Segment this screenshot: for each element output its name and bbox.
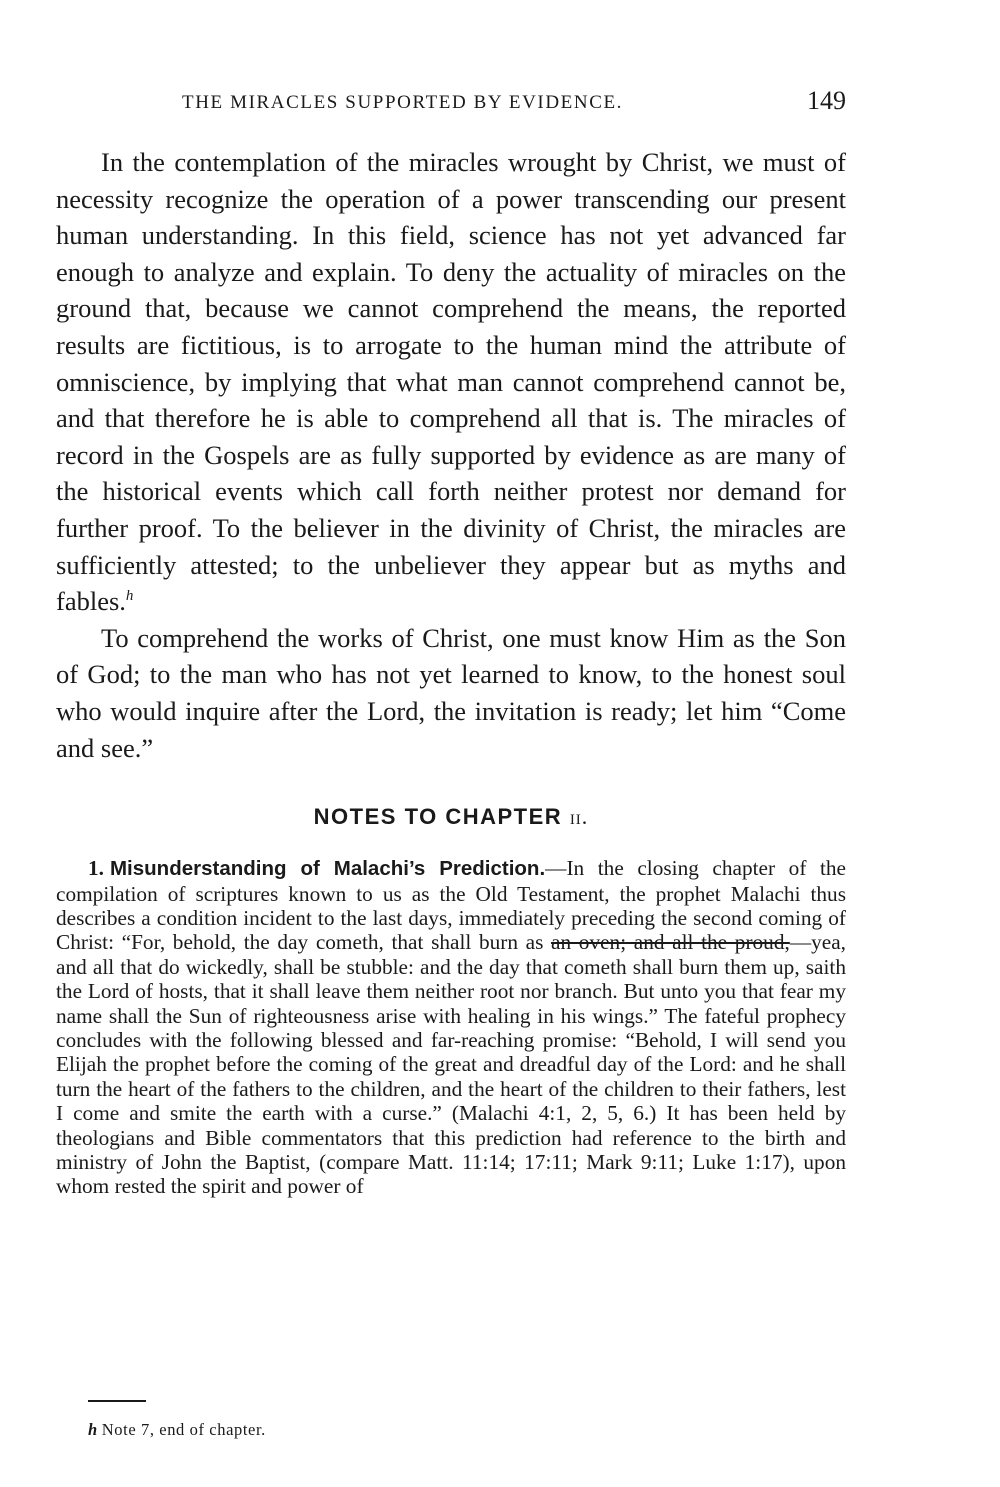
running-head-title: THE MIRACLES SUPPORTED BY EVIDENCE. — [182, 92, 624, 113]
running-head — [56, 88, 846, 122]
footnote-reference: h — [125, 588, 134, 605]
notes-heading-main: NOTES TO CHAPTER — [313, 804, 563, 830]
paragraph-text: To comprehend the works of Christ, one must know Him as the Son of God; to the man who has not yet learned to know, to the honest soul who would inquire after the Lord, the invitation is ready; let him “Come and see.” — [56, 622, 846, 763]
notes-heading — [56, 804, 846, 830]
footnote-text: Note 7, end of chapter. — [101, 1420, 266, 1439]
paragraph — [56, 144, 846, 620]
note-number: 1. — [88, 856, 104, 881]
footnote — [88, 1420, 266, 1440]
note-text-continued: —yea, and all that do wickedly, shall be stubble: and the day that cometh shall burn them up, saith the Lord of hosts, that it shall leave them neither root nor branch. But unto you that fear my name shall the Sun of righteousness arise with healing in his wings.” The fateful prophecy concludes with the following blessed and far-reaching promise: “Behold, I will send you Elijah the prophet before the coming of the great and dreadful day of the Lord: and he shall turn the heart of the fathers to the children, and the heart of the children to their fathers, lest I come and smite the earth with a curse.” (Malachi 4:1, 2, 5, 6.) It has been held by theologians and Bible commentators that this prediction had reference to the birth and ministry of John the Baptist, (compare Matt. 11:14; 17:11; Mark 9:11; Luke 1:17), upon whom rested the spirit and power of — [56, 930, 846, 1199]
note-struck-text: an oven; and all the proud, — [551, 930, 790, 955]
note-item — [56, 856, 846, 1199]
book-page — [56, 88, 846, 1199]
paragraph — [56, 620, 846, 766]
notes-heading-numeral: ii. — [569, 804, 589, 830]
paragraph-text: In the contemplation of the miracles wrought by Christ, we must of necessity recognize the operation of a power transcending our present human understanding. In this field, science has not yet advanced far enough to analyze and explain. To deny the actuality of miracles on the ground that, because we cannot comprehend the means, the reported results are fictitious, is to arrogate to the human mind the attribute of omniscience, by implying that what man cannot comprehend cannot be, and that therefore he is able to comprehend all that is. The miracles of record in the Gospels are as fully supported by evidence as are many of the historical events which call forth neither protest nor demand for further proof. To the believer in the divinity of Christ, the miracles are sufficiently attested; to the unbeliever they appear but as myths and fables. — [56, 147, 846, 617]
footnote-rule — [88, 1400, 146, 1402]
footnote-mark: h — [88, 1420, 98, 1439]
page-number: 149 — [807, 86, 846, 115]
main-text — [56, 144, 846, 766]
note-heading: Misunderstanding of Malachi’s Prediction. — [109, 857, 546, 881]
note-text: —In the closing chapter of the compilation of scriptures known to us as the Old Testament, the prophet Malachi thus describes a condition incident to the last days, immediately preceding the second coming of Christ: “For, behold, the day cometh, that shall burn as — [56, 856, 846, 955]
